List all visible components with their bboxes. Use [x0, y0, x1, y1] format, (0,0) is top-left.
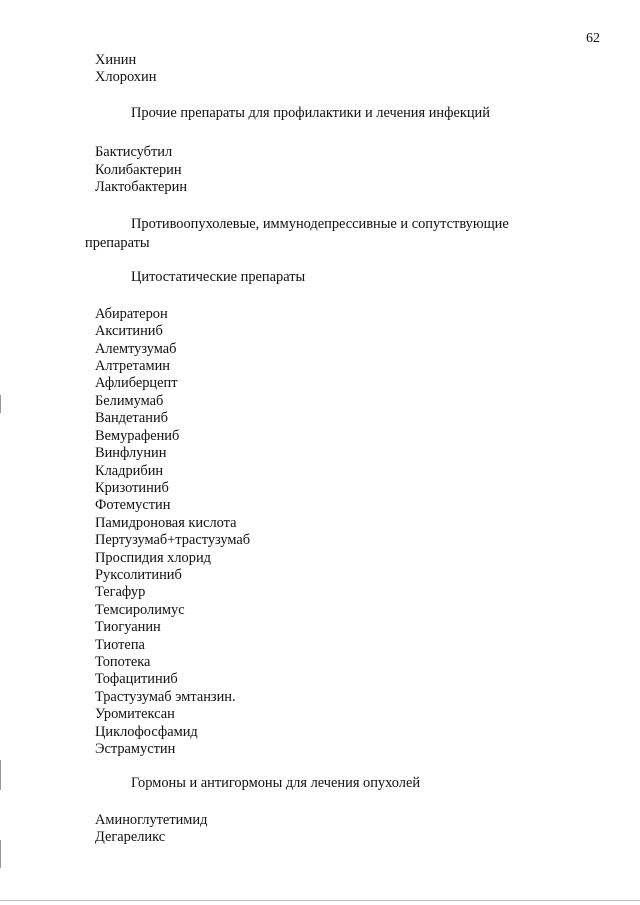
cytostatic-drug-list — [95, 306, 555, 759]
list-item: Тофацитиниб — [95, 671, 178, 688]
list-item: Колибактерин — [95, 161, 182, 178]
list-item: Уромитексан — [95, 706, 175, 723]
section-heading-infections: Прочие препараты для профилактики и лечения инфекций — [131, 104, 490, 121]
scan-bottom-edge — [0, 900, 640, 901]
list-item: Хлорохин — [95, 69, 157, 86]
section-heading-hormones: Гормоны и антигормоны для лечения опухолей — [131, 775, 421, 792]
list-item: Тиотепа — [95, 636, 145, 653]
list-item: Тегафур — [95, 584, 146, 601]
scan-edge-mark — [0, 395, 1, 413]
list-item: Хинин — [95, 52, 137, 68]
list-item: Пертузумаб+трастузумаб — [95, 532, 251, 549]
list-item: Акситиниб — [95, 323, 163, 340]
list-item: Памидроновая кислота — [95, 514, 237, 531]
list-item: Циклофосфамид — [95, 723, 198, 740]
infections-drug-list — [95, 144, 555, 196]
list-item: Бактисубтил — [95, 144, 173, 161]
list-item: Тиогуанин — [95, 619, 161, 636]
list-item: Кризотиниб — [95, 479, 169, 496]
page-number: 62 — [586, 31, 600, 46]
list-item: Дегареликс — [95, 829, 166, 846]
list-item: Винфлунин — [95, 445, 167, 462]
list-item: Проспидия хлорид — [95, 549, 211, 566]
list-item: Темсиролимус — [95, 601, 185, 618]
document-body — [85, 52, 555, 847]
hormones-drug-list — [95, 812, 555, 847]
list-item: Лактобактерин — [95, 179, 188, 196]
list-item: Трастузумаб эмтанзин. — [95, 688, 236, 705]
section-heading-antitumor: Противоопухолевые, иммунодепрессивные и сопутствующие препараты — [85, 216, 509, 252]
list-item: Афлиберцепт — [95, 375, 178, 392]
list-item: Аминоглутетимид — [95, 811, 208, 828]
list-item: Эстрамустин — [95, 741, 176, 757]
list-item: Алемтузумаб — [95, 340, 177, 357]
list-item: Алтретамин — [95, 358, 170, 375]
section-heading-cytostatic: Цитостатические препараты — [131, 269, 306, 286]
list-item: Топотека — [95, 653, 151, 670]
list-item: Абиратерон — [95, 305, 168, 322]
list-item: Кладрибин — [95, 462, 164, 479]
list-item: Вемурафениб — [95, 427, 180, 444]
intro-drug-list — [95, 52, 555, 87]
list-item: Белимумаб — [95, 392, 164, 409]
list-item: Фотемустин — [95, 497, 171, 514]
scan-edge-mark — [0, 840, 1, 868]
scan-edge-mark — [0, 760, 1, 790]
list-item: Руксолитиниб — [95, 566, 182, 583]
list-item: Вандетаниб — [95, 410, 168, 427]
